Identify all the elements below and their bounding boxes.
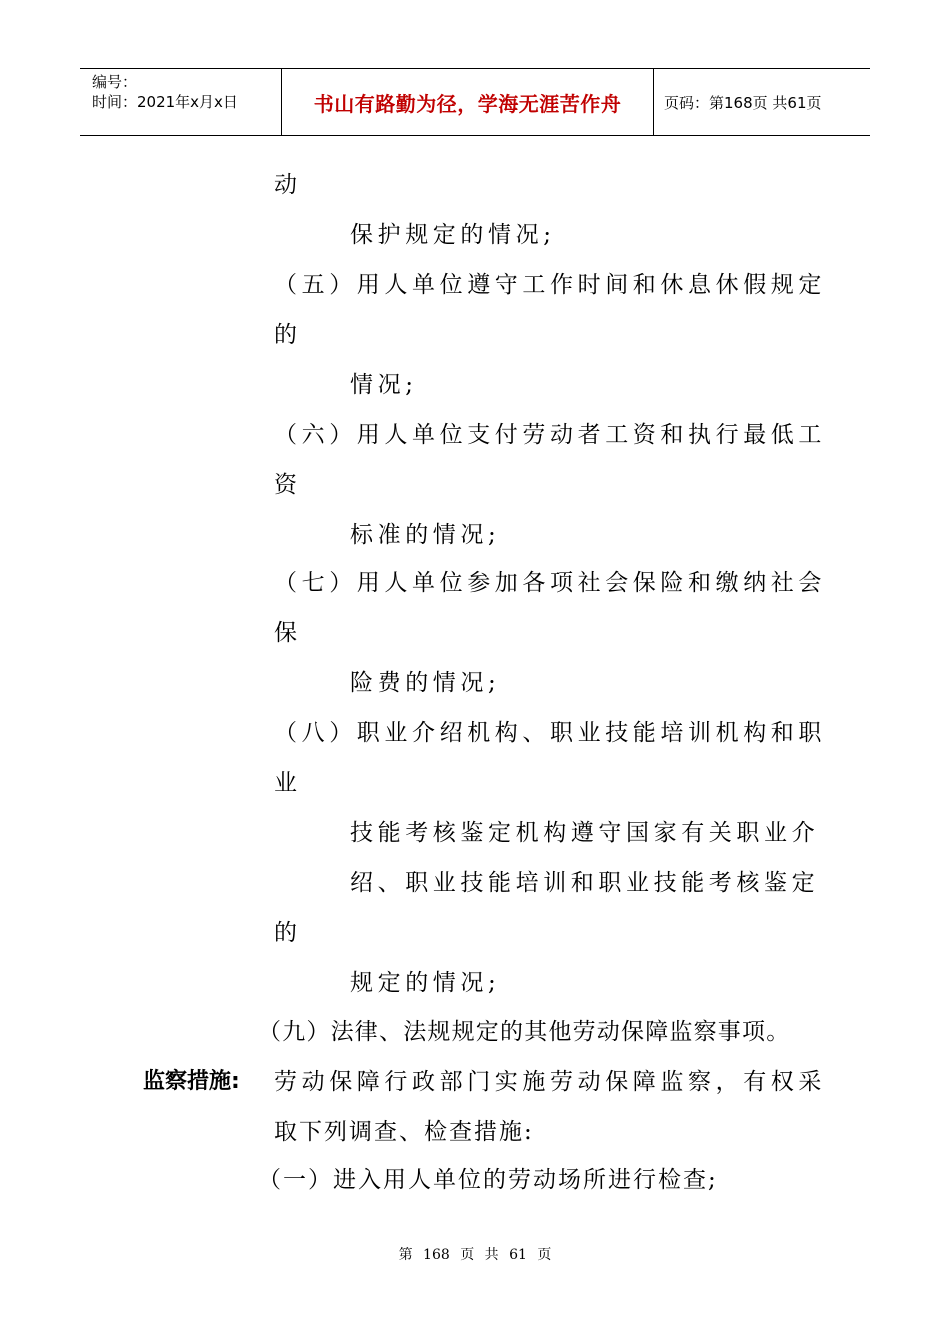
text-line: 情况; (350, 372, 418, 398)
text-line: 险费的情况; (350, 670, 501, 696)
text-line: 技能考核鉴定机构遵守国家有关职业介 (350, 820, 820, 846)
text-line: （一）进入用人单位的劳动场所进行检查; (258, 1167, 718, 1193)
section-label: 监察措施: (143, 1069, 240, 1094)
text-line: 绍、职业技能培训和职业技能考核鉴定 (350, 870, 820, 896)
text-line: 标准的情况; (350, 522, 501, 548)
text-line: 的 (274, 920, 297, 946)
header-motto: 书山有路勤为径，学海无涯苦作舟 (282, 69, 654, 135)
page-footer: 第 168 页 共 61 页 (398, 1247, 552, 1263)
text-line: 规定的情况; (350, 970, 501, 996)
text-line: （七）用人单位参加各项社会保险和缴纳社会 (274, 570, 826, 596)
header-meta (80, 69, 282, 135)
text-line: （八）职业介绍机构、职业技能培训机构和职 (274, 720, 826, 746)
text-line: 保 (274, 620, 297, 646)
text-line: 的 (274, 322, 297, 348)
text-line: 业 (274, 770, 297, 796)
header-page-info: 页码：第168页 共61页 (664, 93, 822, 112)
text-line: 取下列调查、检查措施: (274, 1119, 534, 1145)
text-line: 动 (274, 172, 297, 198)
text-line: 劳动保障行政部门实施劳动保障监察，有权采 (274, 1069, 826, 1095)
text-line: （六）用人单位支付劳动者工资和执行最低工 (274, 422, 826, 448)
text-line: （九）法律、法规规定的其他劳动保障监察事项。 (258, 1019, 791, 1045)
text-line: （五）用人单位遵守工作时间和休息休假规定 (274, 272, 826, 298)
text-line: 资 (274, 472, 297, 498)
text-line: 保护规定的情况; (350, 222, 556, 248)
page-header (80, 68, 870, 136)
date-label: 时间：2021年x月x日 (92, 93, 238, 111)
serial-number-label: 编号： (92, 73, 138, 91)
